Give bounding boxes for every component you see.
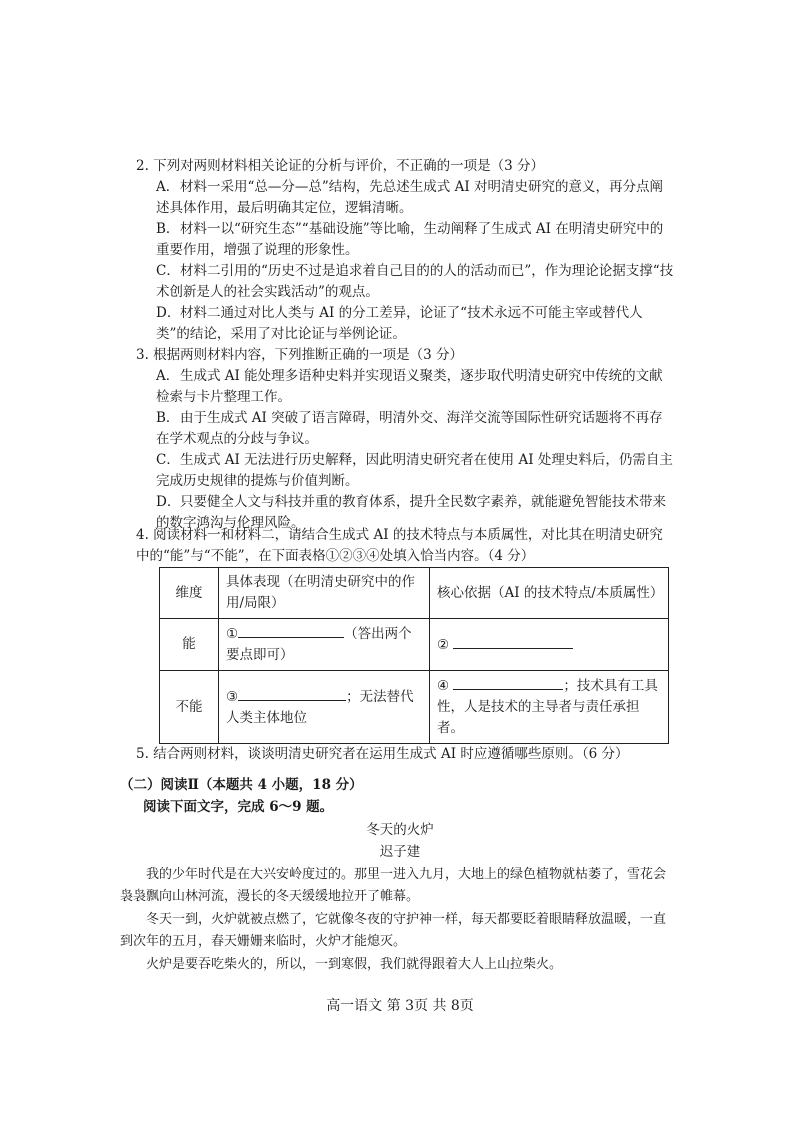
table-row-cannot xyxy=(160,671,669,744)
article-author: 迟子建 xyxy=(379,844,421,860)
option-text: 生成式 AI 无法进行历史解释，因此明清史研究者在使用 AI 处理史料后，仍需自主完成历史规律的提炼与价值判断。 xyxy=(156,452,673,489)
article-paragraph-2: 冬天一到，火炉就被点燃了，它就像冬夜的守护神一样，每天都要眨着眼睛释放温暖，一直到次年的五月，春天姗姗来临时，火炉才能熄灭。 xyxy=(120,912,667,949)
blank-marker-3: ③ xyxy=(226,688,239,705)
answer-blank-1[interactable] xyxy=(238,623,344,638)
header-dimension: 维度 xyxy=(160,568,219,619)
table-row-can xyxy=(160,619,669,671)
option-text: 材料二通过对比人类与 AI 的分工差异，论证了“技术永远不可能主宰或替代人类”的结论，采用了对比论证与举例论证。 xyxy=(156,305,643,342)
cell-cannot-performance xyxy=(219,671,430,744)
question-3-stem: 3. 根据两则材料内容，下列推断正确的一项是（3 分） xyxy=(136,347,464,363)
option-text: 只要健全人文与科技并重的教育体系，提升全民数字素养，就能避免智能技术带来的数字鸿沟与伦理风险。 xyxy=(156,494,666,531)
article-paragraph-1: 我的少年时代是在大兴安岭度过的。那里一进入九月，大地上的绿色植物就枯萎了，雪花会袅袅飘向山林河流，漫长的冬天缓缓地拉开了帷幕。 xyxy=(120,867,667,904)
blank-1-note: （答出两个要点即可） xyxy=(226,626,412,663)
article-paragraph-3: 火炉是要吞吃柴火的，所以，一到寒假，我们就得跟着大人上山拉柴火。 xyxy=(146,957,563,972)
blank-marker-4: ④ xyxy=(437,678,450,694)
question-3-option-a[interactable] xyxy=(156,366,676,408)
section-title: （二）阅读Ⅱ（本题共 4 小题，18 分） xyxy=(120,777,363,793)
question-2-option-a[interactable] xyxy=(156,177,676,219)
cell-can-basis xyxy=(430,619,669,671)
header-basis: 核心依据（AI 的技术特点/本质属性） xyxy=(430,568,669,619)
question-2-stem: 2. 下列对两则材料相关论证的分析与评价，不正确的一项是（3 分） xyxy=(136,158,545,174)
question-2-option-b[interactable] xyxy=(156,219,676,261)
answer-blank-3[interactable] xyxy=(238,686,346,701)
option-text: 材料二引用的“历史不过是追求着自己目的的人的活动而已”，作为理论论据支撑“技术创新是人的社会实践活动”的观点。 xyxy=(156,263,674,300)
question-3-option-c[interactable] xyxy=(156,450,676,492)
option-label: C． xyxy=(156,263,180,279)
option-label: B． xyxy=(156,221,180,237)
dimension-can: 能 xyxy=(160,619,219,671)
article-title: 冬天的火炉 xyxy=(366,822,434,838)
option-label: C． xyxy=(156,452,180,468)
question-5-stem: 5. 结合两则材料，谈谈明清史研究者在运用生成式 AI 时应遵循哪些原则。（6 分） xyxy=(136,746,629,762)
cell-can-performance xyxy=(219,619,430,671)
option-text: 生成式 AI 能处理多语种史料并实现语义聚类，逐步取代明清史研究中传统的文献检索与卡片整理工作。 xyxy=(156,368,663,405)
question-2-option-c[interactable] xyxy=(156,261,676,303)
table-header-row xyxy=(160,568,669,619)
header-performance: 具体表现（在明清史研究中的作用/局限） xyxy=(219,568,430,619)
blank-3-note: ；无法替代人类主体地位 xyxy=(226,688,414,726)
option-label: A． xyxy=(156,368,180,384)
question-3-option-b[interactable] xyxy=(156,408,676,450)
option-label: D． xyxy=(156,305,181,321)
blank-marker-1: ① xyxy=(226,626,239,642)
question-4-stem: 4. 阅读材料一和材料二，请结合生成式 AI 的技术特点与本质属性，对比其在明清史研究中的“能”与“不能”，在下面表格①②③④处填入恰当内容。（4 分） xyxy=(136,527,663,564)
dimension-cannot: 不能 xyxy=(160,671,219,744)
option-text: 材料一采用“总—分—总”结构，先总述生成式 AI 对明清史研究的意义，再分点阐述具体作用，最后明确其定位，逻辑清晰。 xyxy=(156,179,663,216)
answer-table xyxy=(159,567,669,744)
answer-blank-4[interactable] xyxy=(453,675,563,690)
option-label: A． xyxy=(156,179,180,195)
blank-4-note: ；技术具有工具性，人是技术的主导者与责任承担者。 xyxy=(437,678,658,736)
page-footer: 高一语文 第 3页 共 8页 xyxy=(326,998,474,1014)
question-2-option-d[interactable] xyxy=(156,303,676,345)
option-label: D． xyxy=(156,494,181,510)
section-instruction: 阅读下面文字，完成 6～9 题。 xyxy=(143,799,334,815)
option-label: B． xyxy=(156,410,180,426)
answer-blank-2[interactable] xyxy=(453,634,573,649)
option-text: 材料一以“研究生态”“基础设施”等比喻，生动阐释了生成式 AI 在明清史研究中的重要作用，增强了说理的形象性。 xyxy=(156,221,664,258)
cell-cannot-basis xyxy=(430,671,669,744)
blank-marker-2: ② xyxy=(437,636,450,653)
option-text: 由于生成式 AI 突破了语言障碍，明清外交、海洋交流等国际性研究话题将不再存在学术观点的分歧与争议。 xyxy=(156,410,663,447)
